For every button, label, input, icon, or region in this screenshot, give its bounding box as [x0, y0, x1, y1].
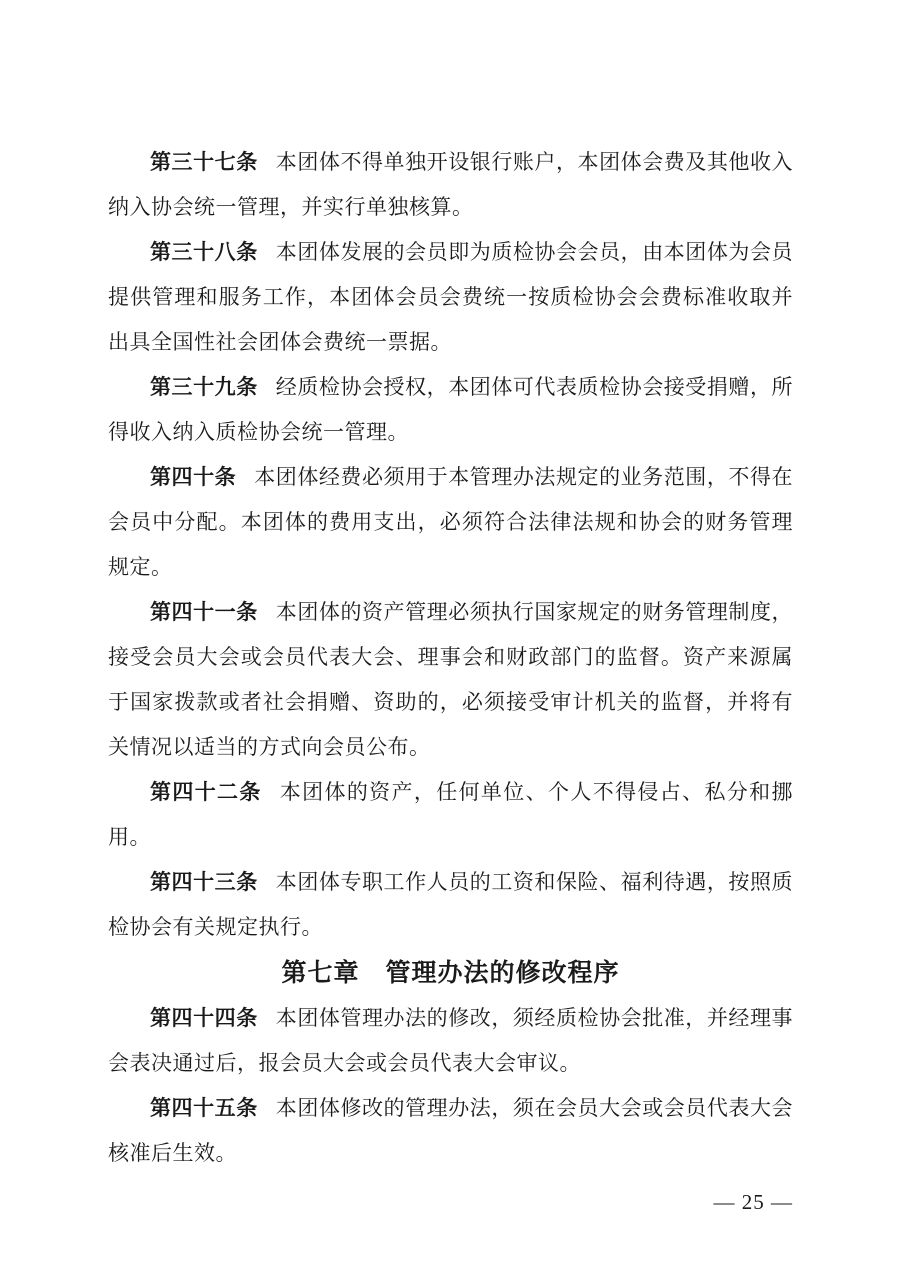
- article-text: 本团体的资产管理必须执行国家规定的财务管理制度，接受会员大会或会员代表大会、理事会和财政部门的监督。资产来源属于国家拨款或者社会捐赠、资助的，必须接受审计机关的监督，并将有关情况以适当的方式向会员公布。: [108, 600, 794, 759]
- article-paragraph: [108, 230, 793, 365]
- article-label: 第四十二条: [150, 780, 262, 804]
- page-number: — 25 —: [713, 1190, 793, 1214]
- article-label: 第四十五条: [150, 1096, 258, 1120]
- article-label: 第三十八条: [150, 240, 258, 264]
- article-text: 本团体不得单独开设银行账户，本团体会费及其他收入纳入协会统一管理，并实行单独核算。: [108, 150, 794, 219]
- article-paragraph: [108, 860, 793, 950]
- article-label: 第三十九条: [150, 375, 258, 399]
- chapter-heading: [108, 950, 793, 996]
- article-paragraph: [108, 365, 793, 455]
- article-text: 本团体发展的会员即为质检协会会员，由本团体为会员提供管理和服务工作，本团体会员会费统一按质检协会会费标准收取并出具全国性社会团体会费统一票据。: [108, 240, 794, 354]
- article-text: 本团体专职工作人员的工资和保险、福利待遇，按照质检协会有关规定执行。: [108, 870, 794, 939]
- article-label: 第四十一条: [150, 600, 258, 624]
- article-text: 本团体经费必须用于本管理办法规定的业务范围，不得在会员中分配。本团体的费用支出，必须符合法律法规和协会的财务管理规定。: [108, 465, 794, 579]
- article-paragraph: [108, 140, 793, 230]
- chapter-number: 第七章: [281, 959, 360, 987]
- article-paragraph: [108, 455, 793, 590]
- article-label: 第四十三条: [150, 870, 258, 894]
- article-label: 第四十四条: [150, 1006, 258, 1030]
- article-paragraph: [108, 770, 793, 860]
- article-label: 第三十七条: [150, 150, 258, 174]
- article-label: 第四十条: [150, 465, 237, 489]
- article-paragraph: [108, 996, 793, 1086]
- chapter-title: 管理办法的修改程序: [385, 959, 620, 987]
- article-text: 本团体的资产，任何单位、个人不得侵占、私分和挪用。: [108, 780, 794, 849]
- article-text: 本团体管理办法的修改，须经质检协会批准，并经理事会表决通过后，报会员大会或会员代表大会审议。: [108, 1006, 794, 1075]
- article-text: 经质检协会授权，本团体可代表质检协会接受捐赠，所得收入纳入质检协会统一管理。: [108, 375, 794, 444]
- article-text: 本团体修改的管理办法，须在会员大会或会员代表大会核准后生效。: [108, 1096, 794, 1165]
- article-paragraph: [108, 590, 793, 770]
- article-paragraph: [108, 1086, 793, 1176]
